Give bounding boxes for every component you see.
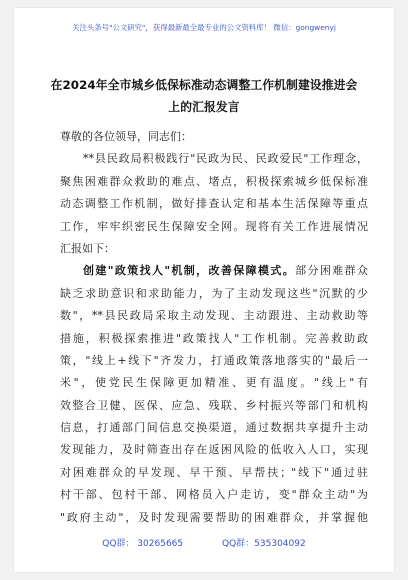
- salutation: 尊敬的各位领导，同志们：: [60, 130, 192, 143]
- promo-header: 关注头条号"公文研究"，获得最新最全最专业的公文资料库！ 微信：gongwenyj: [72, 23, 336, 32]
- paragraph-2-line: 效整合卫健、医保、应急、残联、乡村振兴等部门和机构: [60, 398, 368, 412]
- paragraph-2-line: 策，"线上+线下"齐发力，打通政策落地落实的"最后一: [60, 353, 368, 367]
- paragraph-2-line: 缺乏求助意识和求助能力，为了主动发现这些"沉默的少: [60, 286, 368, 300]
- section-heading: 创建"政策找人"机制，改善保障模式。: [83, 264, 296, 278]
- paragraph-2-line: 发现能力，及时筛查出存在返困风险的低收入人口，实现: [60, 443, 368, 457]
- paragraph-2-line: 措施，积极探索推进"政策找人"工作机制。完善救助政: [60, 331, 368, 345]
- paragraph-1-line: 工作，牢牢织密民生保障安全网。现将有关工作进展情况: [60, 219, 368, 233]
- document-body: [60, 126, 368, 529]
- paragraph-1-line: **县民政局积极践行"民政为民、民政爱民"工作理念，: [83, 152, 368, 166]
- footer-contact: [14, 536, 394, 549]
- document-title-line-2: 上的汇报发言: [168, 100, 240, 114]
- paragraph-2-text: 部分困难群众: [295, 264, 368, 278]
- paragraph-1-line: 动态调整工作机制，做好排查认定和基本生活保障等重点: [60, 197, 368, 211]
- document-page: [14, 8, 394, 572]
- qq-group-1: QQ群： 30265665: [102, 539, 184, 549]
- paragraph-2-line: 对困难群众的早发现、早干预、早帮扶；"线下"通过驻: [60, 465, 368, 479]
- paragraph-2-line: 米"，使党民生保障更加精准、更有温度。"线上"有: [60, 376, 368, 390]
- paragraph-1-line: 聚焦困难群众救助的难点、堵点，积极探索城乡低保标准: [60, 174, 368, 188]
- document-title-line-1: 在2024年全市城乡低保标准动态调整工作机制建设推进会: [50, 78, 358, 92]
- paragraph-1-line: 汇报如下：: [60, 241, 115, 255]
- paragraph-2-line: "政府主动"，及时发现需要帮助的困难群众，并掌握他: [60, 510, 368, 524]
- paragraph-2-line: 村干部、包村干部、网格员入户走访，变"群众主动"为: [60, 488, 368, 502]
- qq-group-2: QQ群：535304092: [222, 539, 306, 549]
- paragraph-2-line: 数"，**县民政局采取主动发现、主动跟进、主动救助等: [60, 309, 368, 323]
- paragraph-2-first-line: [60, 260, 368, 282]
- paragraph-2-line: 信息，打通部门间信息交换渠道，通过数据共享提升主动: [60, 421, 368, 435]
